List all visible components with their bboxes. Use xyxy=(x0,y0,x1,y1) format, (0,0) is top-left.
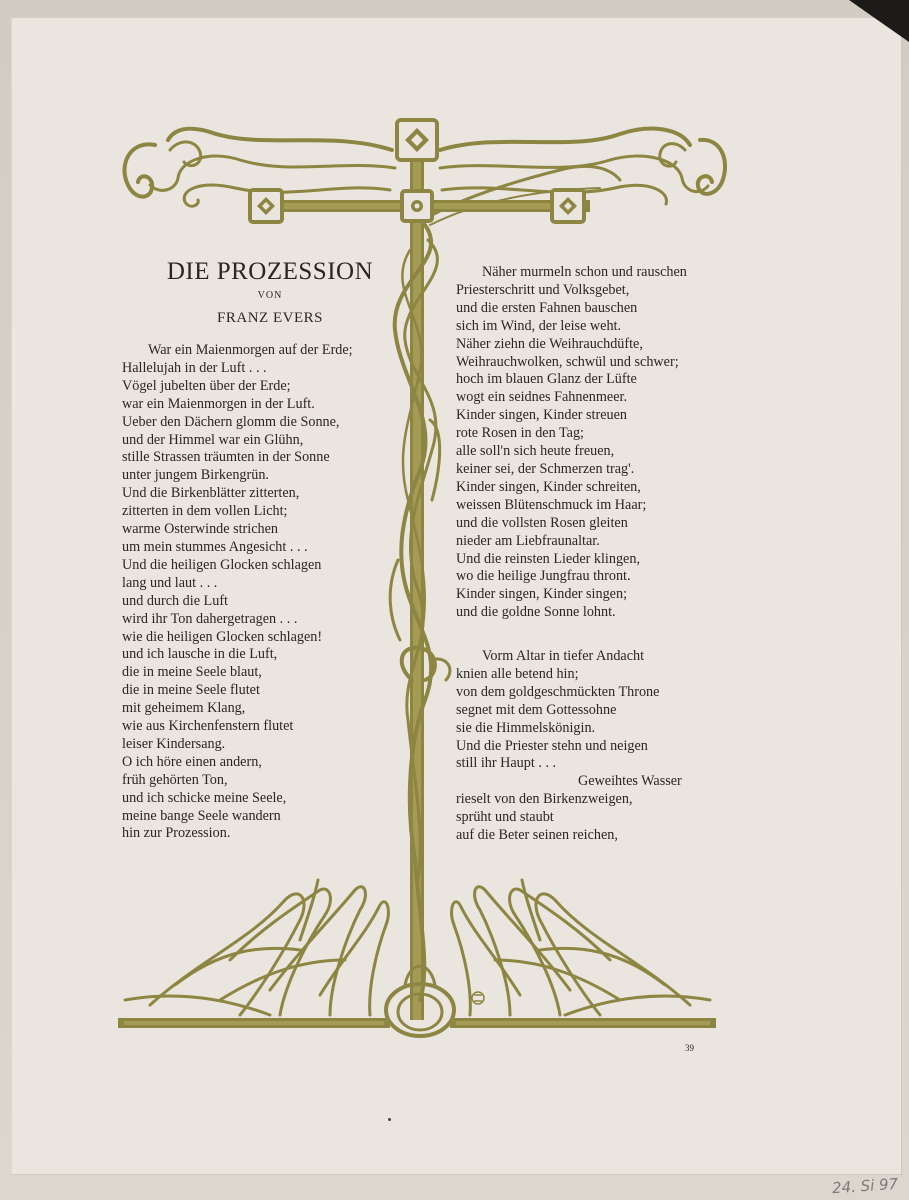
scroll-wisp-right-2 xyxy=(440,156,708,192)
poem-line: unter jungem Birkengrün. xyxy=(122,467,269,484)
poem-line: Kinder singen, Kinder singen; xyxy=(456,586,628,603)
poem-line: keiner sei, der Schmerzen trag'. xyxy=(456,460,635,477)
poem-line: warme Osterwinde strichen xyxy=(122,521,279,538)
poem-line: leiser Kindersang. xyxy=(122,735,226,752)
poem-line: Näher murmeln schon und rauschen xyxy=(482,264,687,280)
monogram-mark xyxy=(472,992,484,1004)
poem-line: Ueber den Dächern glomm die Sonne, xyxy=(122,413,340,430)
poem-line: mit geheimem Klang, xyxy=(122,700,246,717)
poem-line: Priesterschritt und Volksgebet, xyxy=(456,281,630,298)
poem-line: weissen Blütenschmuck im Haar; xyxy=(456,496,647,513)
poem-line: wie die heiligen Glocken schlagen! xyxy=(122,628,323,645)
poem-line: früh gehörten Ton, xyxy=(122,771,228,788)
pencil-annotation: 24. Si 97 xyxy=(831,1174,899,1198)
poem-line: sich im Wind, der leise weht. xyxy=(456,317,622,334)
poem-line: Kinder singen, Kinder schreiten, xyxy=(456,478,641,495)
poem-column-right-1 xyxy=(456,264,687,622)
poem-line: wogt ein seidnes Fahnenmeer. xyxy=(456,389,627,406)
poem-line: Vögel jubelten über der Erde; xyxy=(122,377,291,394)
speck-mark xyxy=(388,1118,391,1121)
poem-line: nieder am Liebfraunaltar. xyxy=(456,532,600,549)
poem-line: sie die Himmelskönigin. xyxy=(456,719,596,736)
poem-line: O ich höre einen andern, xyxy=(122,753,262,770)
poem-column-left xyxy=(122,342,353,843)
poem-line: lang und laut . . . xyxy=(122,574,218,591)
poem-line: und ich schicke meine Seele, xyxy=(122,789,287,806)
poem-line: und die ersten Fahnen bauschen xyxy=(456,299,638,316)
medallion-center xyxy=(402,191,432,221)
poem-line: die in meine Seele blaut, xyxy=(122,664,262,681)
poem-title: DIE PROZESSION xyxy=(166,258,374,285)
medallion-left xyxy=(250,190,282,222)
poem-line: und die vollsten Rosen gleiten xyxy=(456,514,628,531)
scroll-curl-left-2 xyxy=(170,142,201,166)
poem-line: um mein stummes Angesicht . . . xyxy=(122,538,308,555)
poem-line: rieselt von den Birkenzweigen, xyxy=(456,791,633,808)
poem-line: auf die Beter seinen reichen, xyxy=(456,827,618,844)
poem-line: Und die reinsten Lieder klingen, xyxy=(456,550,640,567)
byline-von: VON xyxy=(257,290,283,301)
author-name: FRANZ EVERS xyxy=(217,310,323,326)
scroll-curl-right xyxy=(698,140,725,194)
poem-line: und ich lausche in die Luft, xyxy=(122,646,278,663)
medallion-right xyxy=(552,190,584,222)
scroll-wisp-left-2 xyxy=(150,156,395,190)
poem-line: War ein Maienmorgen auf der Erde; xyxy=(148,342,353,358)
poem-line: zitterten in dem vollen Licht; xyxy=(122,503,288,520)
poem-line: Kinder singen, Kinder streuen xyxy=(456,407,627,424)
poem-line: sprüht und staubt xyxy=(456,809,554,826)
poem-line: Und die Birkenblätter zitterten, xyxy=(122,485,300,502)
poem-line: hoch im blauen Glanz der Lüfte xyxy=(456,371,637,388)
scroll-wisp-right xyxy=(440,129,690,150)
poem-line: wie aus Kirchenfenstern flutet xyxy=(122,718,294,735)
poem-line: rote Rosen in den Tag; xyxy=(456,425,584,442)
scroll-wisp-left xyxy=(168,129,392,150)
poem-line: Näher ziehn die Weihrauchdüfte, xyxy=(456,335,643,352)
poem-line: still ihr Haupt . . . xyxy=(456,755,557,772)
poem-line: segnet mit dem Gottessohne xyxy=(456,701,617,718)
poem-line: Hallelujah in der Luft . . . xyxy=(122,359,267,376)
scroll-curl-left xyxy=(124,144,155,196)
poem-line: Und die Priester stehn und neigen xyxy=(456,737,648,754)
poem-line: Und die heiligen Glocken schlagen xyxy=(122,556,322,573)
vine-leaf-2 xyxy=(390,560,400,640)
poem-line: hin zur Prozession. xyxy=(122,825,231,842)
poem-line: von dem goldgeschmückten Throne xyxy=(456,683,660,700)
poem-column-right-2 xyxy=(456,648,682,845)
poem-line: und die goldne Sonne lohnt. xyxy=(456,604,616,621)
poem-line: und durch die Luft xyxy=(122,592,228,609)
scroll-curl-right-2 xyxy=(660,144,685,167)
poem-line: meine bange Seele wandern xyxy=(122,807,281,824)
poem-line: Weihrauchwolken, schwül und schwer; xyxy=(456,353,679,370)
poem-line: war ein Maienmorgen in der Luft. xyxy=(122,395,315,412)
poem-line: wo die heilige Jungfrau thront. xyxy=(456,568,631,585)
poem-line: Geweihtes Wasser xyxy=(578,773,682,790)
leaf-right-7 xyxy=(495,960,620,1000)
poem-line: Vorm Altar in tiefer Andacht xyxy=(482,648,645,664)
poem-line: stille Strassen träumten in der Sonne xyxy=(122,449,330,466)
poem-line: die in meine Seele flutet xyxy=(122,682,260,699)
poem-line: alle soll'n sich heute freuen, xyxy=(456,443,615,460)
leaf-left-7 xyxy=(220,960,345,1000)
poem-line: und der Himmel war ein Glühn, xyxy=(122,431,304,448)
poem-line: wird ihr Ton dahergetragen . . . xyxy=(122,610,298,627)
medallion-top xyxy=(397,120,437,160)
page-number: 39 xyxy=(685,1043,694,1053)
poem-line: knien alle betend hin; xyxy=(456,665,579,682)
